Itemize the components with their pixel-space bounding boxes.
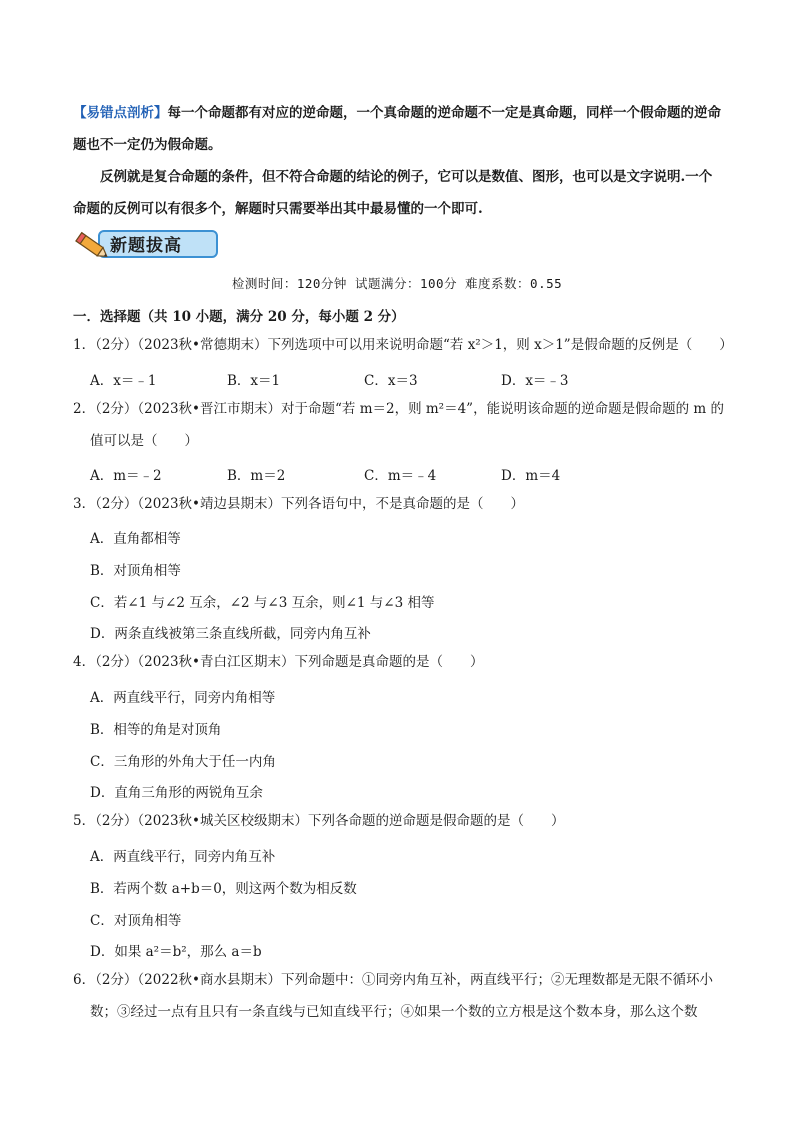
question-stem: 2．（2分）（2023秋•晋江市期末）对于命题“若 m＝2，则 m²＝4”，能说明该命题的逆命题是假命题的 m 的 <box>73 401 724 417</box>
question-stem: 1．（2分）（2023秋•常德期末）下列选项中可以用来说明命题“若 x²＞1，则 x＞1”是假命题的反例是（ ） <box>73 337 733 353</box>
question-stem: 5．（2分）（2023秋•城关区校级期末）下列各命题的逆命题是假命题的是（ ） <box>73 813 565 829</box>
analysis-text: 每一个命题都有对应的逆命题，一个真命题的逆命题不一定是真命题，同样一个假命题的逆命题也不一定仍为假命题。 <box>73 105 721 153</box>
option-a[interactable]: A．两直线平行，同旁内角互补 <box>90 849 276 865</box>
option-a[interactable]: A．直角都相等 <box>90 531 181 547</box>
banner-title: 新题拔高 <box>110 236 182 256</box>
question-6 <box>73 964 733 1028</box>
analysis-tag: 【易错点剖析】 <box>73 105 168 121</box>
question-5 <box>73 805 733 837</box>
option-c[interactable]: C．对顶角相等 <box>90 913 182 929</box>
option-c[interactable]: C．若∠1 与∠2 互余，∠2 与∠3 互余，则∠1 与∠3 相等 <box>90 595 435 611</box>
question-stem: 4．（2分）（2023秋•青白江区期末）下列命题是真命题的是（ ） <box>73 654 484 670</box>
option-a[interactable]: A．x＝﹣1 <box>90 373 157 389</box>
question-stem-continued: 数；③经过一点有且只有一条直线与已知直线平行；④如果一个数的立方根是这个数本身，那么这个数 <box>90 1004 698 1020</box>
option-c[interactable]: C．m＝﹣4 <box>364 468 437 484</box>
option-d[interactable]: D．直角三角形的两锐角互余 <box>90 785 263 801</box>
option-d[interactable]: D．如果 a²＝b²，那么 a＝b <box>90 944 262 960</box>
question-2 <box>73 393 733 457</box>
option-a[interactable]: A．两直线平行，同旁内角相等 <box>90 690 276 706</box>
question-stem: 6．（2分）（2022秋•商水县期末）下列命题中：①同旁内角互补，两直线平行；②无理数都是无限不循环小 <box>73 972 713 988</box>
option-b[interactable]: B．若两个数 a+b＝0，则这两个数为相反数 <box>90 881 357 897</box>
question-1 <box>73 329 733 361</box>
section-banner <box>72 228 222 262</box>
question-1-options <box>90 369 638 389</box>
question-stem: 3．（2分）（2023秋•靖边县期末）下列各语句中，不是真命题的是（ ） <box>73 496 524 512</box>
option-b[interactable]: B．x＝1 <box>227 373 281 389</box>
question-stem-continued: 值可以是（ ） <box>90 433 198 449</box>
option-b[interactable]: B．对顶角相等 <box>90 563 181 579</box>
counterexample-paragraph: 反例就是复合命题的条件，但不符合命题的结论的例子，它可以是数值、图形，也可以是文字说明.一个命题的反例可以有很多个，解题时只需要举出其中最易懂的一个即可. <box>73 169 713 217</box>
test-meta-info: 检测时间：120分钟 试题满分：100分 难度系数：0.55 <box>231 276 563 291</box>
option-c[interactable]: C．x＝3 <box>364 373 418 389</box>
option-a[interactable]: A．m＝﹣2 <box>90 468 162 484</box>
question-2-options <box>90 464 638 484</box>
option-b[interactable]: B．相等的角是对顶角 <box>90 722 222 738</box>
option-d[interactable]: D．x＝﹣3 <box>501 373 569 389</box>
question-4 <box>73 646 733 678</box>
option-b[interactable]: B．m＝2 <box>227 468 286 484</box>
option-c[interactable]: C．三角形的外角大于任一内角 <box>90 754 276 770</box>
section-heading: 一．选择题（共 10 小题，满分 20 分，每小题 2 分） <box>73 309 405 325</box>
option-d[interactable]: D．m＝4 <box>501 468 561 484</box>
analysis-paragraph <box>73 97 723 161</box>
option-d[interactable]: D．两条直线被第三条直线所截，同旁内角互补 <box>90 626 371 642</box>
question-3 <box>73 488 733 520</box>
pencil-icon <box>72 228 112 264</box>
